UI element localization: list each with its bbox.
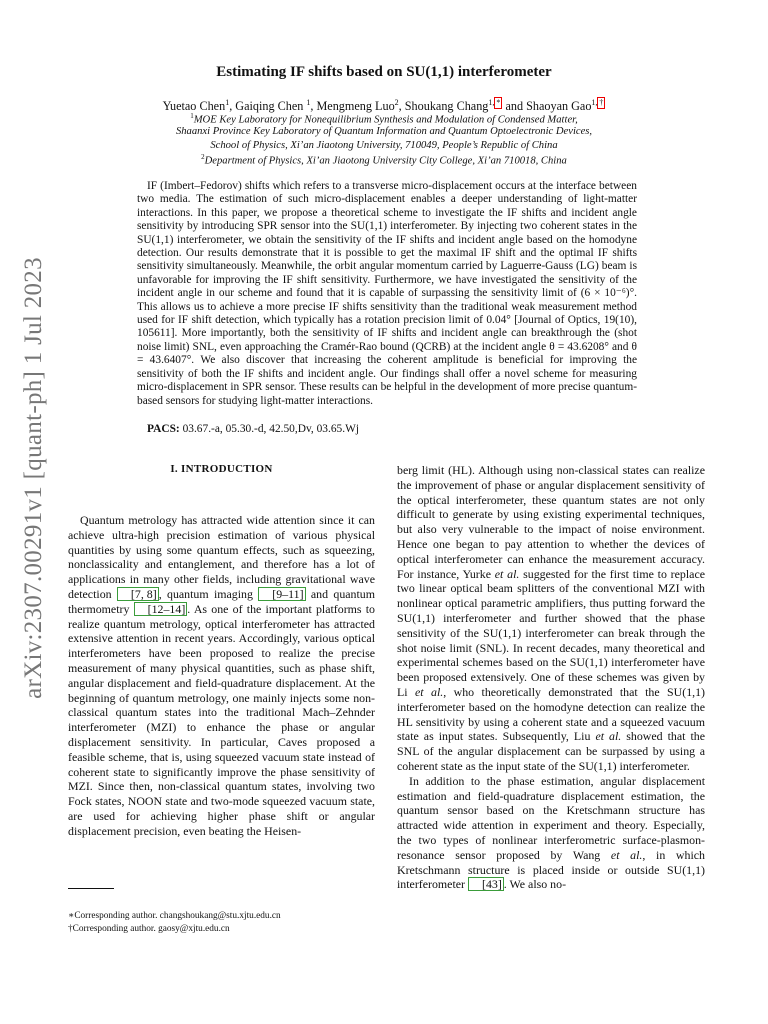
citation-link[interactable]: [43] [468, 877, 504, 891]
affiliation-marker: 1 [225, 98, 230, 107]
affiliation-line-2: Shaanxi Province Key Laboratory of Quantum Information and Quantum Optoelectronic Devices, [175, 126, 593, 137]
body-text: , quantum imaging [158, 586, 259, 601]
affiliation-number: 1 [190, 112, 194, 120]
body-text: In addition to the phase estimation, angular displacement estimation and field-quadrature displacement estimation, the quantum sensor based on the Kretschmann structure has attracted wide attention in experiment and theory. Especially, the two types of nonlinear interferometric surface-plasmon-resonance sensor proposed by Wang [397, 773, 705, 862]
affiliation-marker: 2 [394, 98, 399, 107]
body-text: suggested for the first time to replace two linear optical beam splitters of the conventional MZI with nonlinear optical parametric amplifiers, thus putting forward the SU(1,1) interferometer and further showed that the phase sensitivity of the SU(1,1) interferometer can break through the shot noise limit (SNL). In recent decades, many theoretical and experimental schemes based on the SU(1,1) interferometer have been proposed extensively. One of these schemes was given by Li [397, 566, 705, 699]
italic-text: et al. [415, 684, 444, 699]
italic-text: et al. [610, 847, 643, 862]
footnote-corresponding-2: †Corresponding author. gaosy@xjtu.edu.cn [68, 924, 230, 934]
author-name: Shoukang Chang [404, 99, 489, 114]
body-text: , who theoretically demonstrated that the SU(1,1) interferometer based on the homodyne detection can realize the HL sensitivity by using a coherent state and a squeezed vacuum state as input states. Subsequently, Liu [397, 684, 706, 744]
citation-link[interactable]: [12–14] [134, 602, 188, 616]
body-text: , in which Kretschmann structure is placed inside or outside SU(1,1) interferometer [397, 847, 705, 892]
intro-paragraph-2 [397, 463, 705, 774]
author-name: Shaoyan Gao [526, 99, 592, 114]
author-name: Gaiqing Chen [235, 99, 304, 114]
abstract-text: IF (Imbert–Fedorov) shifts which refers to a transverse micro-displacement occurs at the interface between two media. The estimation of such micro-displacement enables a deeper understanding of light-matter interactions. In this paper, we propose a theoretical scheme to investigate the IF shifts and incident angle sensitivity by introducing SPR sensor into the SU(1,1) interferometer. By injecting two coherent states in the SU(1,1) interferometer, we obtain the sensitivity of the IF shifts and incident angle based on the homodyne detection. Our results demonstrate that it is possible to get the maximal IF shift and the optimal IF shifts sensitivity simultaneously. Meanwhile, the orbit angular momentum carried by Laguerre-Gauss (LG) beam is unfavorable for improving the IF shift sensitivity. Furthermore, we have investigated the sensitivity of the incident angle in our scheme and found that it is capable of surpassing the sensitivity limit of (6 × 10⁻⁶)°. This allows us to achieve a more precise IF shifts sensitivity than the traditional weak measurement method used for IF shift detection, which typically has a rotation precision limit of 0.04° [Journal of Optics, 19(10), 105611]. More importantly, both the sensitivity of IF shifts and incident angle can breakthrough the (shot noise limit) SNL, even approaching the Cramér-Rao bound (QCRB) at the incident angle θ = 43.6208° and θ = 43.6407°. We also discover that increasing the coherent amplitude is beneficial for improving the sensitivity of both the IF shifts and incident angle. Our findings shall offer a novel scheme for measuring micro-displacement in SPR sensor. These results can be helpful in the development of more precise quantum-based sensors for studying light-matter interactions. [137, 180, 637, 407]
body-text: and quantum thermometry [68, 586, 375, 616]
affiliation-text: Department of Physics, Xi’an Jiaotong University City College, Xi’an 710018, China [204, 155, 567, 167]
author-list: Yuetao Chen$^1$, Gaiqing Chen $^1$, Mengmeng Luo$^2$, Shoukang Chang$^{1,}$ * and Shaoyan Gao$^{1,}$ † [162, 98, 604, 114]
citation-link[interactable]: [7, 8] [117, 587, 159, 601]
right-column [397, 463, 705, 892]
section-heading-introduction: I. INTRODUCTION [170, 463, 273, 475]
left-column [68, 513, 375, 839]
footnote-link-corresponding-1[interactable]: * [496, 98, 501, 107]
affiliation-line-4 [0, 153, 768, 167]
body-text: . We also no- [503, 877, 567, 892]
pacs-label: PACS: [147, 423, 180, 435]
pacs-line [147, 423, 359, 435]
body-text: berg limit (HL). Although using non-classical states can realize the improvement of phase or angular displacement sensitivity of the optical interferometer, these quantum states are not only difficult to generate by using existing experimental techniques, but also very vulnerable to the impact of noise environment. Hence one began to pay attention to whether the devices of optical interferometer can enhance the measurement accuracy. For instance, Yurke [397, 463, 705, 581]
author-name: Mengmeng Luo [316, 99, 395, 114]
pacs-codes: 03.67.-a, 05.30.-d, 42.50,Dv, 03.65.Wj [182, 423, 359, 435]
affiliation-line-3: School of Physics, Xi’an Jiaotong University, 710049, People’s Republic of China [210, 140, 558, 151]
body-text: showed that the SNL of the angular displacement can be surpassed by using a coherent state as the input state of the SU(1,1) interferometer. [397, 729, 706, 773]
affiliation-marker: 1, [591, 98, 598, 107]
affiliation-marker: 1 [306, 98, 311, 107]
author-name: Yuetao Chen [162, 99, 226, 114]
affiliation-text: MOE Key Laboratory for Nonequilibrium Synthesis and Modulation of Condensed Matter, [193, 114, 578, 126]
intro-paragraph-3 [397, 774, 705, 892]
footnote-corresponding-1: ∗Corresponding author. changshoukang@stu.xjtu.edu.cn [68, 911, 281, 921]
italic-text: et al. [595, 729, 622, 744]
body-text: Quantum metrology has attracted wide attention since it can achieve ultra-high precision estimation of various physical quantities by using some quantum effects, such as squeezing, nonclassicality and entanglement, and therefore has a lot of applications in many other fields, including gravitational wave detection [68, 513, 375, 601]
footnote-divider [68, 888, 114, 889]
footnote-link-corresponding-2[interactable]: † [599, 98, 604, 107]
abstract [137, 180, 637, 408]
citation-link[interactable]: [9–11] [258, 587, 305, 601]
affiliation-number: 2 [201, 153, 205, 161]
author-conjunction: and [505, 99, 524, 114]
arxiv-identifier[interactable]: arXiv:2307.00291v1 [quant-ph] 1 Jul 2023 [20, 257, 47, 699]
italic-text: et al. [494, 566, 520, 581]
intro-paragraph-1 [68, 513, 375, 839]
affiliation-line-1 [0, 112, 768, 126]
footnotes [68, 910, 375, 936]
paper-title: Estimating IF shifts based on SU(1,1) interferometer [216, 64, 552, 80]
affiliation-marker: 1, [488, 98, 495, 107]
body-text: . As one of the important platforms to realize quantum metrology, optical interferometer has attracted extensive attention in recent years. Accordingly, various optical interferometers have been proposed to realize the precise measurement of many physical quantities, such as phase shift, angular displacement and field-quadrature displacement. At the beginning of quantum metrology, one mainly injects some non-classical quantum states into the traditional Mach–Zehnder interferometer (MZI) to enhance the phase or angular displacement sensitivity. In particular, Caves proposed a feasible scheme, that is, using squeezed vacuum state instead of coherent state to significantly improve the phase sensitivity of MZI. Since then, non-classical quantum states, involving two Fock states, NOON state and two-mode squeezed vacuum state, are used for achieving higher phase shift or angular displacement precision, even beating the Heisen- [68, 601, 375, 838]
